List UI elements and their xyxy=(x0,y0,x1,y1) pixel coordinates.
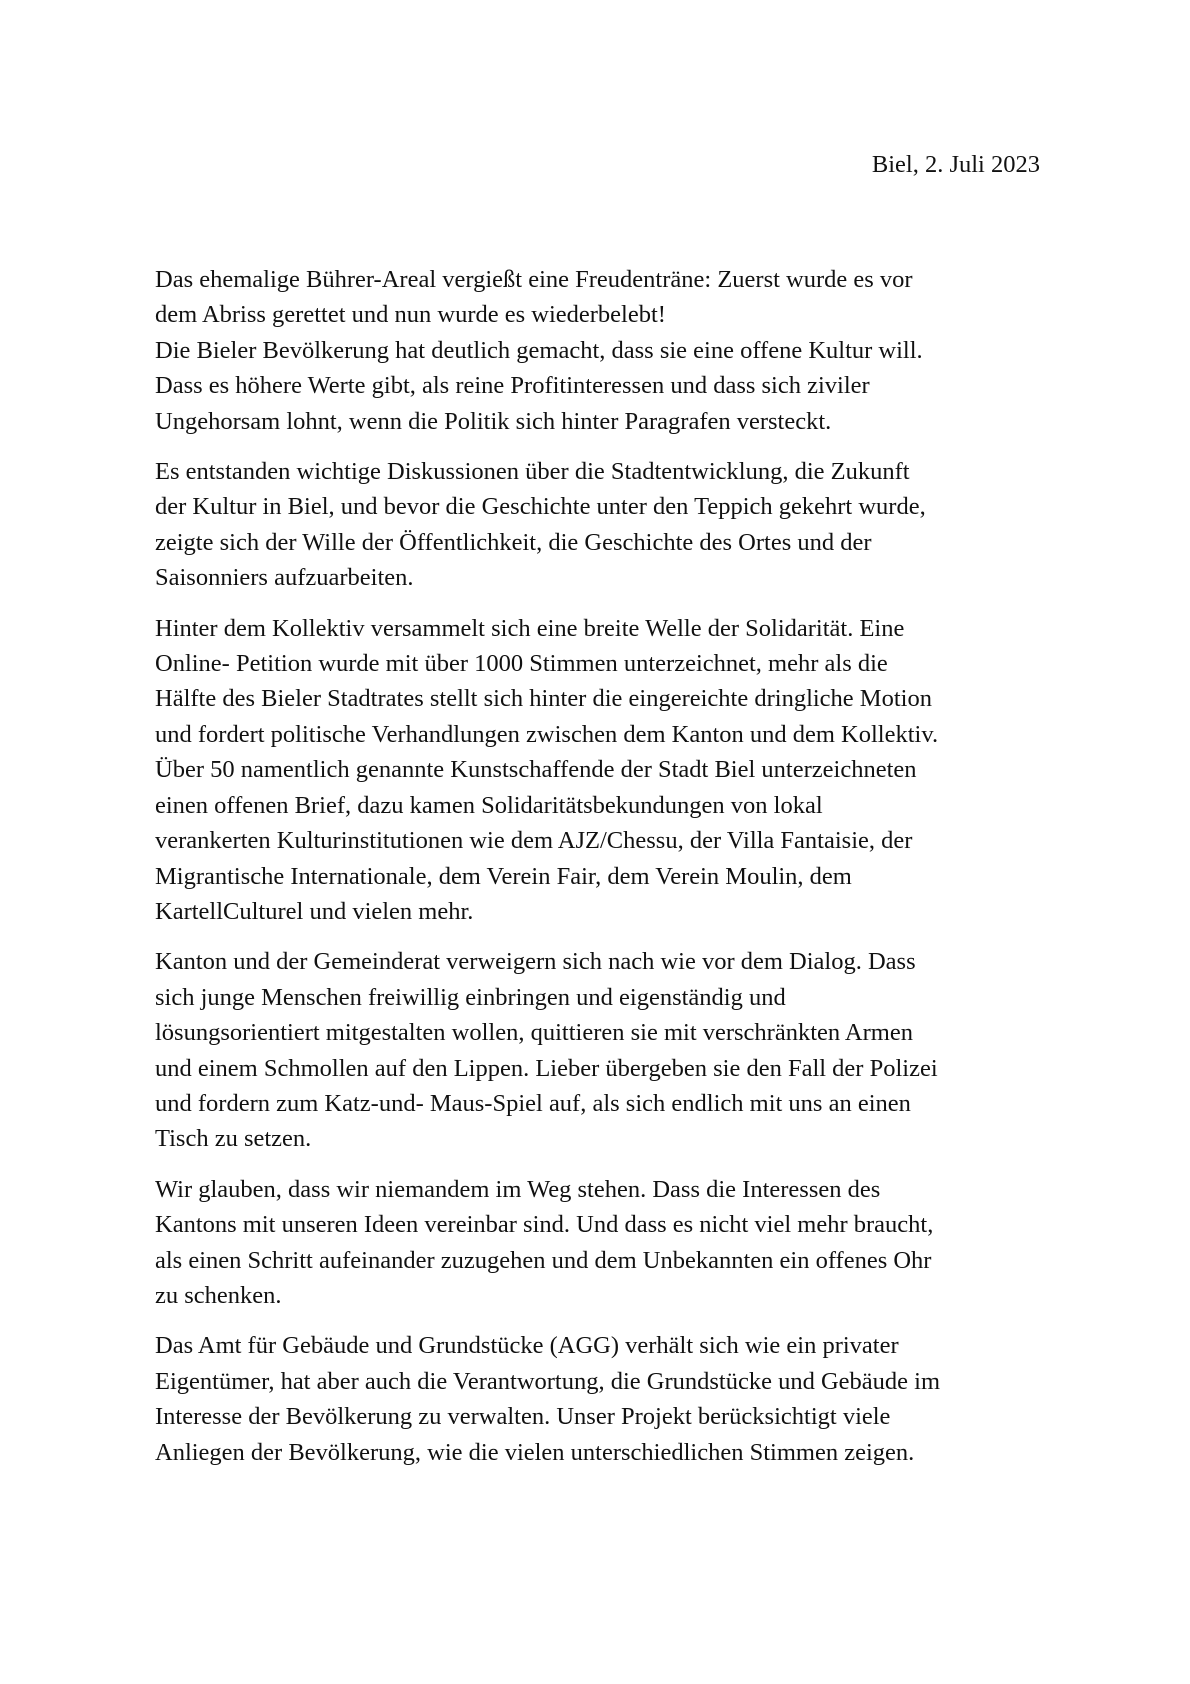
text-line: Online- Petition wurde mit über 1000 Stimmen unterzeichnet, mehr als die xyxy=(155,650,888,678)
text-line: Das ehemalige Bührer-Areal vergießt eine Freudenträne: Zuerst wurde es vor xyxy=(155,266,913,293)
text-line: Wir glauben, dass wir niemandem im Weg stehen. Dass die Interessen des xyxy=(155,1175,881,1203)
text-line: zeigte sich der Wille der Öffentlichkeit, die Geschichte des Ortes und der xyxy=(155,528,872,556)
text-line: der Kultur in Biel, und bevor die Geschichte unter den Teppich gekehrt wurde, xyxy=(155,493,926,521)
text-line: Das Amt für Gebäude und Grundstücke (AGG) verhält sich wie ein privater xyxy=(155,1332,899,1360)
paragraph-1 xyxy=(155,262,1055,439)
text-line: verankerten Kulturinstitutionen wie dem AJZ/Chessu, der Villa Fantaisie, der xyxy=(155,827,913,855)
text-line: Dass es höhere Werte gibt, als reine Profitinteressen und dass sich ziviler xyxy=(155,372,870,400)
paragraph-5 xyxy=(155,1172,1055,1314)
text-line: Kantons mit unseren Ideen vereinbar sind. Und dass es nicht viel mehr braucht, xyxy=(155,1211,934,1239)
text-line: lösungsorientiert mitgestalten wollen, quittieren sie mit verschränkten Armen xyxy=(155,1019,913,1047)
text-line: Anliegen der Bevölkerung, wie die vielen unterschiedlichen Stimmen zeigen. xyxy=(155,1438,915,1466)
text-line: und fordern zum Katz-und- Maus-Spiel auf, als sich endlich mit uns an einen xyxy=(155,1089,911,1117)
text-line: Saisonniers aufzuarbeiten. xyxy=(155,564,414,592)
text-line: als einen Schritt aufeinander zuzugehen und dem Unbekannten ein offenes Ohr xyxy=(155,1246,932,1274)
paragraph-3 xyxy=(155,611,1055,930)
text-line: Über 50 namentlich genannte Kunstschaffende der Stadt Biel unterzeichneten xyxy=(155,756,917,784)
paragraph-2 xyxy=(155,454,1055,596)
text-line: Es entstanden wichtige Diskussionen über die Stadtentwicklung, die Zukunft xyxy=(155,458,910,486)
paragraph-4 xyxy=(155,944,1055,1156)
text-line: einen offenen Brief, dazu kamen Solidaritätsbekundungen von lokal xyxy=(155,791,823,819)
text-line: Die Bieler Bevölkerung hat deutlich gemacht, dass sie eine offene Kultur will. xyxy=(155,336,923,364)
text-line: Eigentümer, hat aber auch die Verantwortung, die Grundstücke und Gebäude im xyxy=(155,1367,941,1395)
paragraph-6 xyxy=(155,1328,1055,1470)
text-line: Hinter dem Kollektiv versammelt sich eine breite Welle der Solidarität. Eine xyxy=(155,614,905,642)
text-line: Hälfte des Bieler Stadtrates stellt sich hinter die eingereichte dringliche Motion xyxy=(155,685,932,713)
text-line: Interesse der Bevölkerung zu verwalten. Unser Projekt berücksichtigt viele xyxy=(155,1403,891,1431)
letter-body xyxy=(155,262,1055,1485)
text-line: Ungehorsam lohnt, wenn die Politik sich hinter Paragrafen versteckt. xyxy=(155,407,832,435)
text-line: und fordert politische Verhandlungen zwischen dem Kanton und dem Kollektiv. xyxy=(155,720,939,748)
text-line: zu schenken. xyxy=(155,1281,282,1309)
date-line: Biel, 2. Juli 2023 xyxy=(871,151,1040,178)
text-line: und einem Schmollen auf den Lippen. Lieber übergeben sie den Fall der Polizei xyxy=(155,1054,938,1082)
text-line: sich junge Menschen freiwillig einbringen und eigenständig und xyxy=(155,983,786,1011)
text-line: Kanton und der Gemeinderat verweigern sich nach wie vor dem Dialog. Dass xyxy=(155,948,916,976)
text-line: Migrantische Internationale, dem Verein Fair, dem Verein Moulin, dem xyxy=(155,862,852,890)
text-line: dem Abriss gerettet und nun wurde es wiederbelebt! xyxy=(155,301,666,329)
text-line: Tisch zu setzen. xyxy=(155,1125,312,1153)
text-line: KartellCulturel und vielen mehr. xyxy=(155,897,474,925)
